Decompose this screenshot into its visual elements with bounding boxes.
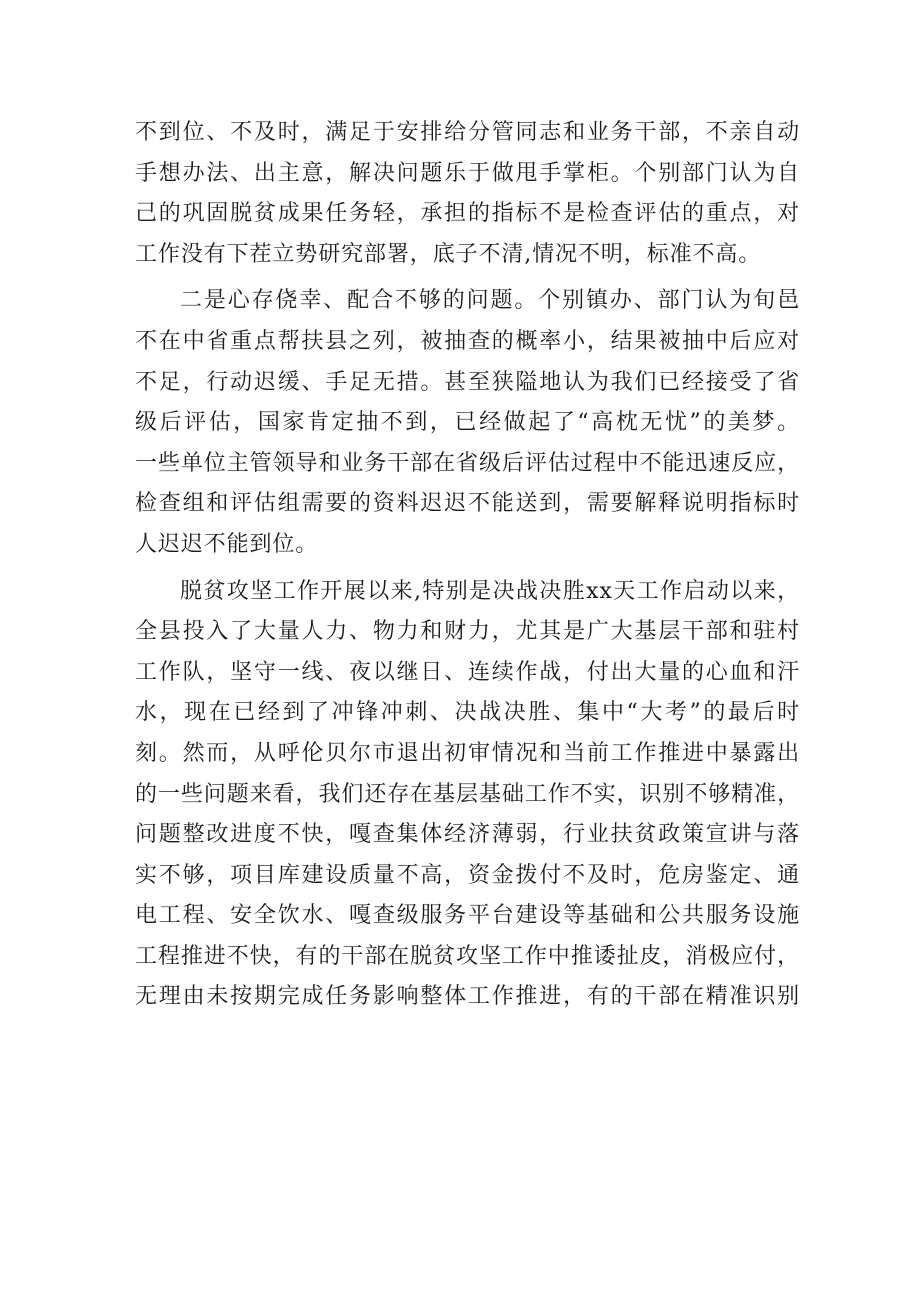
text-line: 无理由未按期完成任务影响整体工作推进，有的干部在精准识别 [135,984,800,1010]
text-line: 人迟迟不能到位。 [135,531,319,557]
paragraph-2 [135,281,800,565]
text-line: 全县投入了大量人力、物力和财力，尤其是广大基层干部和驻村 [135,619,800,645]
text-line: 脱贫攻坚工作开展以来,特别是决战决胜xx天工作启动以来， [180,578,800,604]
text-line: 的一些问题来看，我们还存在基层基础工作不实，识别不够精准， [135,781,800,807]
paragraph-3 [135,572,800,1019]
text-line: 工作队，坚守一线、夜以继日、连续作战，付出大量的心血和汗 [135,659,800,685]
text-line: 一些单位主管领导和业务干部在省级后评估过程中不能迅速反应， [135,450,800,476]
text-line: 己的巩固脱贫成果任务轻，承担的指标不是检查评估的重点，对 [135,201,800,227]
text-line: 工程推进不快，有的干部在脱贫攻坚工作中推诿扯皮，消极应付， [135,943,800,969]
text-line: 水，现在已经到了冲锋冲刺、决战决胜、集中“大考”的最后时 [135,700,800,726]
text-line: 实不够，项目库建设质量不高，资金拨付不及时，危房鉴定、通 [135,862,800,888]
text-line: 问题整改进度不快，嘎查集体经济薄弱，行业扶贫政策宣讲与落 [135,822,800,848]
text-line: 不在中省重点帮扶县之列，被抽查的概率小，结果被抽中后应对 [135,328,800,354]
text-line: 检查组和评估组需要的资料迟迟不能送到，需要解释说明指标时 [135,491,800,517]
text-line: 工作没有下茬立势研究部署，底子不清,情况不明，标准不高。 [135,241,762,267]
text-line: 不足，行动迟缓、手足无措。甚至狭隘地认为我们已经接受了省 [135,369,800,395]
text-line: 不到位、不及时，满足于安排给分管同志和业务干部，不亲自动 [135,120,800,145]
document-body [135,113,800,1018]
text-line: 二是心存侥幸、配合不够的问题。个别镇办、部门认为旬邑 [180,288,800,314]
paragraph-1 [135,113,800,275]
text-line: 手想办法、出主意，解决问题乐于做甩手掌柜。个别部门认为自 [135,160,800,186]
text-line: 刻。然而，从呼伦贝尔市退出初审情况和当前工作推进中暴露出 [135,740,800,766]
text-line: 电工程、安全饮水、嘎查级服务平台建设等基础和公共服务设施 [135,903,800,929]
text-line: 级后评估，国家肯定抽不到，已经做起了“高枕无忧”的美梦。 [135,410,800,436]
